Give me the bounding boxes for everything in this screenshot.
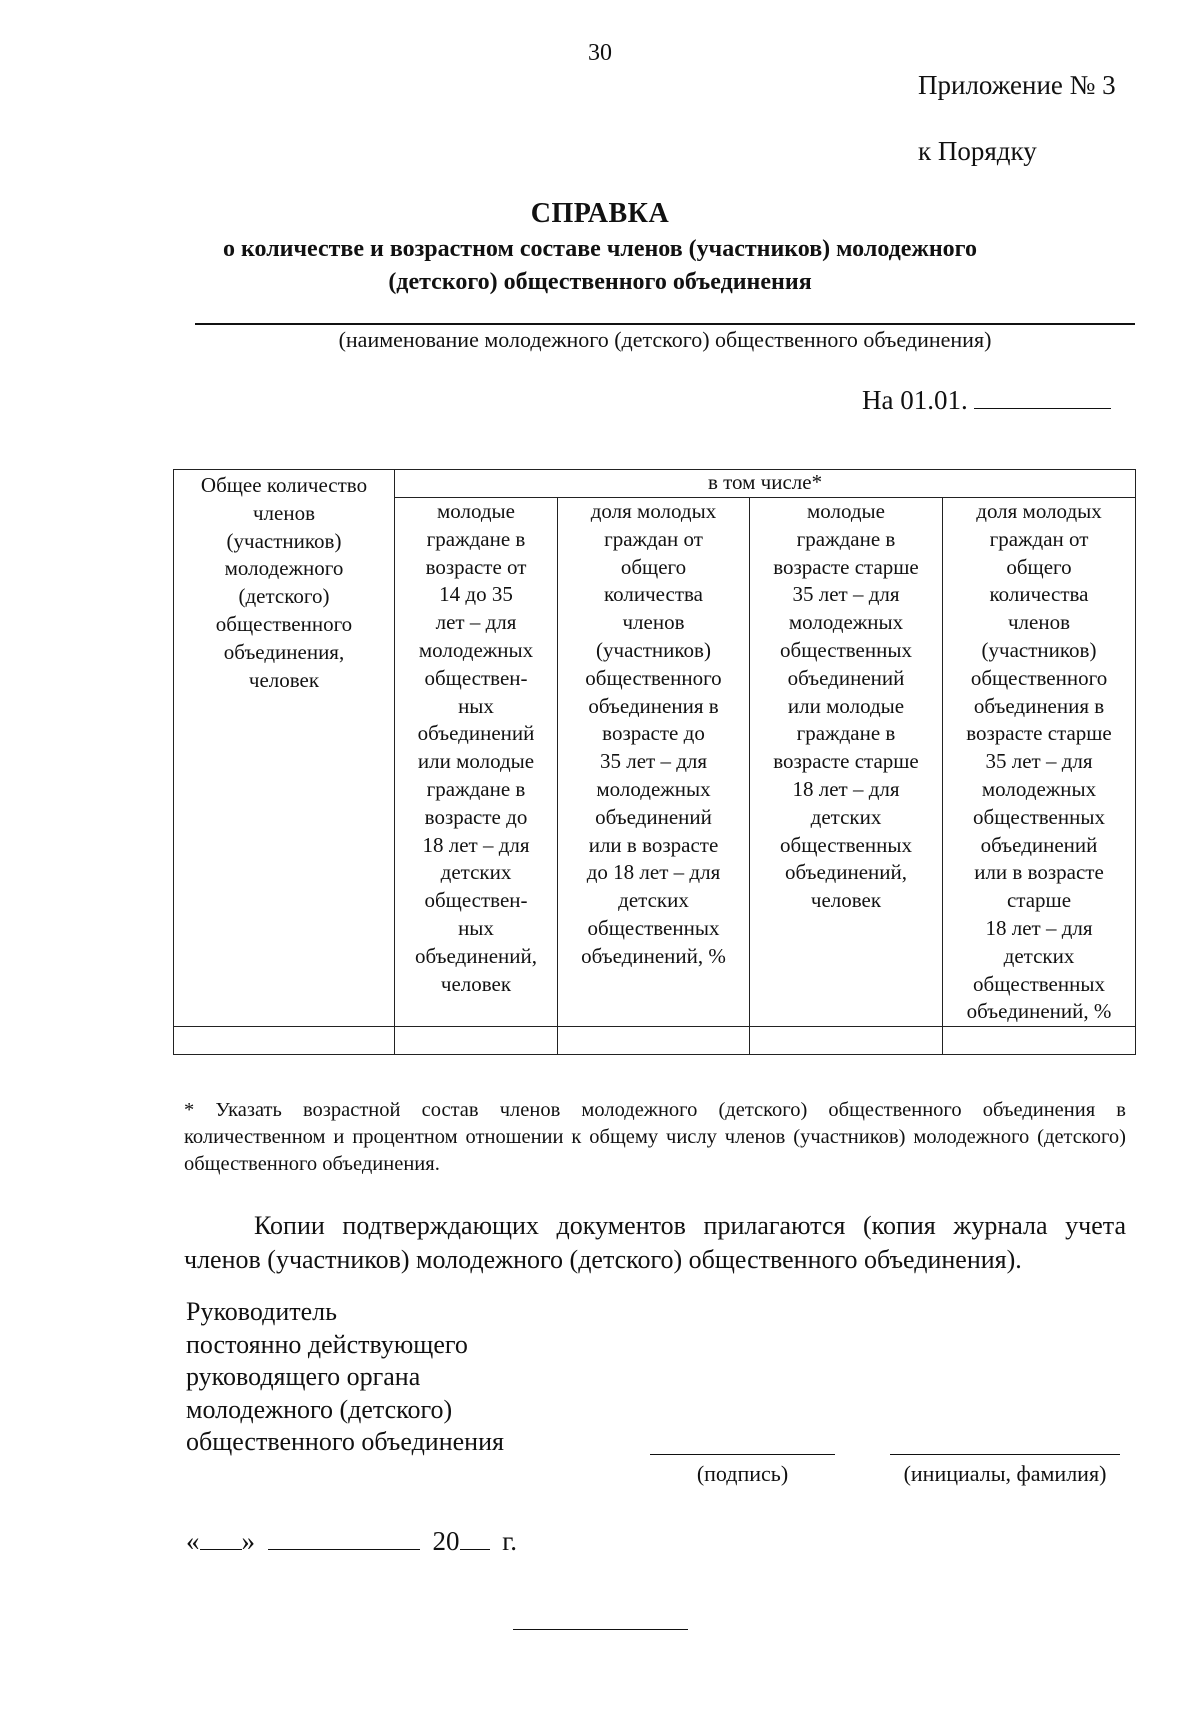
table-cell-total[interactable] bbox=[174, 1027, 395, 1055]
signer-line: постоянно действующего bbox=[186, 1329, 468, 1359]
age-composition-table bbox=[173, 469, 1136, 1055]
day-blank[interactable] bbox=[200, 1525, 242, 1550]
document-subtitle bbox=[150, 233, 1050, 299]
page-number: 30 bbox=[588, 40, 612, 66]
month-blank[interactable] bbox=[268, 1525, 420, 1550]
document-title: СПРАВКА bbox=[530, 198, 670, 229]
signature-blank[interactable] bbox=[650, 1454, 835, 1455]
organization-name-blank bbox=[195, 323, 1135, 325]
subtitle-line-2: (детского) общественного объединения bbox=[388, 269, 812, 295]
table-cell-older-count[interactable] bbox=[750, 1027, 943, 1055]
signer-position bbox=[186, 1296, 504, 1459]
header-older-than-35-share: доля молодых граждан от общего количества членов (участников) общественного объединения в возрасте старше 35 лет – для молодежных общественных объединений или в возрасте старше 18 лет – для детских общественных объединений, % bbox=[943, 498, 1136, 1027]
as-of-date-label: На 01.01. bbox=[862, 385, 968, 415]
open-quote: « bbox=[186, 1526, 200, 1556]
year-prefix: 20 bbox=[432, 1526, 460, 1556]
table-cell-young-share[interactable] bbox=[558, 1027, 750, 1055]
as-of-date bbox=[862, 384, 1111, 416]
header-including: в том числе* bbox=[395, 470, 1136, 498]
table-row bbox=[174, 1027, 1136, 1055]
signature-caption: (подпись) bbox=[696, 1461, 789, 1486]
signer-line: руководящего органа bbox=[186, 1362, 421, 1391]
signer-line: молодежного (детского) bbox=[186, 1394, 453, 1424]
header-young-up-to-35-count: молодые граждане в возрасте от 14 до 35 лет – для молодежных обществен- ных объединений или молодые граждане в возрасте до 18 лет – для детских обществен- ных объединений, человек bbox=[395, 498, 558, 1027]
initials-blank[interactable] bbox=[890, 1454, 1120, 1455]
header-total-members: Общее количество членов (участников) молодежного (детского) общественного объединения, человек bbox=[174, 470, 395, 1027]
signer-line: общественного объединения bbox=[186, 1427, 504, 1456]
table-cell-older-share[interactable] bbox=[943, 1027, 1136, 1055]
header-older-than-35-count: молодые граждане в возрасте старше 35 лет – для молодежных общественных объединений или молодые граждане в возрасте старше 18 лет – для детских общественных объединений, человек bbox=[750, 498, 943, 1027]
close-quote: » bbox=[241, 1526, 255, 1556]
end-divider bbox=[513, 1629, 688, 1630]
appendix-label: Приложение № 3 bbox=[918, 70, 1116, 100]
header-young-up-to-35-share: доля молодых граждан от общего количества членов (участников) общественного объединения в возрасте до 35 лет – для молодежных объединений или в возрасте до 18 лет – для детских общественных объединений, % bbox=[558, 498, 750, 1027]
table-header-row bbox=[174, 470, 1136, 498]
to-order-label: к Порядку bbox=[918, 136, 1037, 166]
footnote: * Указать возрастной состав членов молодежного (детского) общественного объединения в количественном и процентном отношении к общему числу членов (участников) молодежного (детского) общественного объединения. bbox=[184, 1099, 1126, 1175]
attached-copies-note: Копии подтверждающих документов прилагаются (копия журнала учета членов (участников) молодежного (детского) общественного объединения). bbox=[184, 1211, 1126, 1274]
signer-line: Руководитель bbox=[186, 1297, 337, 1326]
as-of-date-year-blank bbox=[974, 384, 1111, 409]
initials-caption: (инициалы, фамилия) bbox=[903, 1461, 1107, 1486]
subtitle-line-1: о количестве и возрастном составе членов (участников) молодежного bbox=[223, 236, 977, 262]
table-cell-young-count[interactable] bbox=[395, 1027, 558, 1055]
year-suffix: г. bbox=[502, 1526, 518, 1556]
year-blank[interactable] bbox=[460, 1525, 490, 1550]
organization-name-caption: (наименование молодежного (детского) общественного объединения) bbox=[338, 327, 992, 352]
signing-date bbox=[186, 1525, 517, 1557]
